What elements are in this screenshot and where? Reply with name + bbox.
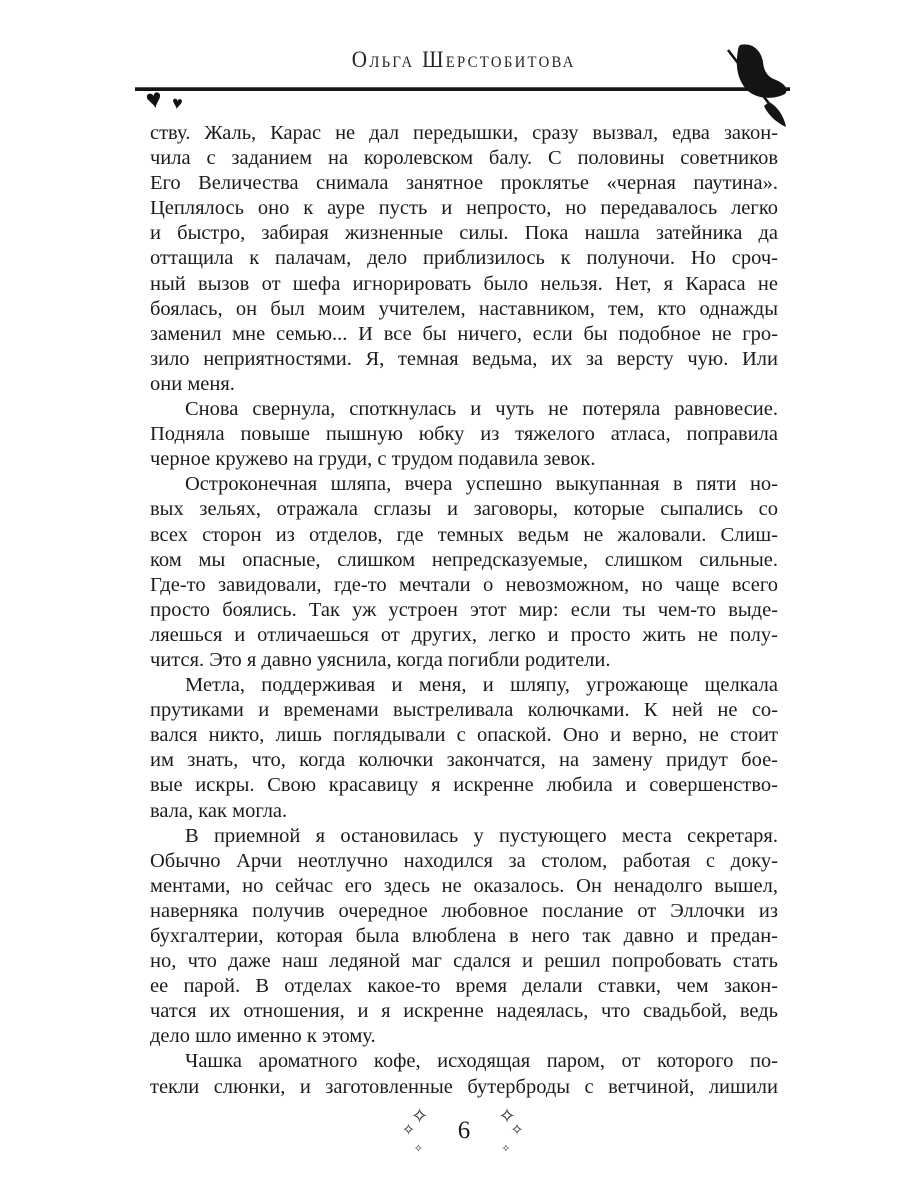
text-line: ству. Жаль, Карас не дал передышки, сразу вызвал, едва закон- <box>150 122 778 144</box>
text-line: зило неприятностями. Я, темная ведьма, их за версту чую. Или <box>150 347 778 370</box>
author-name: Ольга Шерстобитова <box>352 47 576 72</box>
text-line: Остроконечная шляпа, вчера успешно выкупанная в пяти но- <box>185 473 778 496</box>
sparkle-icon: ✧ <box>401 1122 416 1139</box>
page-number: 6 <box>457 1117 471 1144</box>
sparkle-icon: ✧ <box>413 1143 423 1155</box>
text-line: вала, как могла. <box>150 799 288 822</box>
page-header-author <box>150 47 778 73</box>
text-line: оттащила к палачам, дело приблизилось к полуночи. Но сроч- <box>150 247 778 270</box>
text-line: прутиками и временами выстреливала колючками. К ней не со- <box>150 699 778 722</box>
text-line: ком мы опасные, слишком непредсказуемые, слишком сильные. <box>150 548 778 571</box>
text-line: чила с заданием на королевском балу. С половины советников <box>150 147 778 170</box>
page-footer <box>150 1106 778 1176</box>
text-line: Его Величества снимала занятное проклятье «черная паутина». <box>150 172 778 195</box>
text-line: чатся их отношения, и я искренне надеялась, что свадьбой, ведь <box>150 1000 778 1023</box>
text-line: но, что даже наш ледяной маг сдался и решил попробовать стать <box>150 950 778 973</box>
text-line: вался никто, лишь поглядывали с опаской. Оно и верно, не стоит <box>150 724 778 747</box>
text-line: дело шло именно к этому. <box>150 1025 376 1048</box>
text-line: и быстро, забирая жизненные силы. Пока нашла затейника да <box>150 222 778 245</box>
text-block <box>150 121 778 1100</box>
text-line: ментами, но сейчас его здесь не оказалось. Он ненадолго вышел, <box>150 874 778 897</box>
text-line: наверняка получив очередное любовное послание от Эллочки из <box>150 899 778 922</box>
text-line: Цеплялось оно к ауре пусть и непросто, но передавалось легко <box>150 197 778 220</box>
text-line: ный вызов от шефа игнорировать было нельзя. Нет, я Караса не <box>150 272 778 295</box>
text-line: ее парой. В отделах какое-то время делали ставки, чем закон- <box>150 975 778 998</box>
text-line: чится. Это я давно уяснила, когда погибли родители. <box>150 648 611 671</box>
text-line: просто боялись. Так уж устроен этот мир: если ты чем-то выде- <box>150 598 778 621</box>
text-line: текли слюнки, и заготовленные бутерброды с ветчиной, лишили <box>150 1075 778 1098</box>
text-line: Чашка ароматного кофе, исходящая паром, от которого по- <box>185 1050 778 1073</box>
sparkle-icon: ✧ <box>501 1143 511 1155</box>
text-line: Где-то завидовали, где-то мечтали о невозможном, но чаще всего <box>150 573 778 596</box>
text-line: заменил мне семью... И все бы ничего, если бы подобное не гро- <box>150 322 778 345</box>
text-line: Обычно Арчи неотлучно находился за столом, работая с доку- <box>150 849 778 872</box>
sparkles-icon <box>496 1106 526 1170</box>
text-line: им знать, что, когда колючки закончатся, на замену придут бое- <box>150 749 778 772</box>
text-line: боялась, он был моим учителем, наставником, тем, кто однажды <box>150 297 778 320</box>
text-line: всех сторон из отделов, где темных ведьм не жаловали. Слиш- <box>150 523 778 546</box>
witch-hat-broom-icon <box>714 42 796 139</box>
text-line: Метла, поддерживая и меня, и шляпу, угрожающе щелкала <box>185 674 778 697</box>
text-line: вых зельях, отражала сглазы и заговоры, которые сыпались со <box>150 498 778 521</box>
sparkle-icon: ✧ <box>510 1122 524 1139</box>
text-line: Подняла повыше пышную юбку из тяжелого атласа, поправила <box>150 423 778 446</box>
text-line: Снова свернула, споткнулась и чуть не потеряла равновесие. <box>185 398 778 421</box>
header-divider <box>135 87 790 91</box>
text-line: они меня. <box>150 372 235 395</box>
text-line: В приемной я остановилась у пустующего места секретаря. <box>185 824 778 847</box>
text-line: вые искры. Свою красавицу я искренне любила и совершенство- <box>150 774 778 797</box>
text-line: бухгалтерии, которая была влюблена в него так давно и предан- <box>150 925 778 947</box>
sparkle-icon: ✧ <box>498 1104 516 1128</box>
heart-icon: ♥ <box>143 82 165 116</box>
sparkle-icon: ✧ <box>410 1104 429 1128</box>
heart-icon: ♥ <box>170 92 184 114</box>
sparkles-icon <box>402 1106 432 1170</box>
text-line: ляешься и отличаешься от других, легко и просто жить не полу- <box>150 623 778 646</box>
text-line: черное кружево на груди, с трудом подавила зевок. <box>150 448 596 471</box>
